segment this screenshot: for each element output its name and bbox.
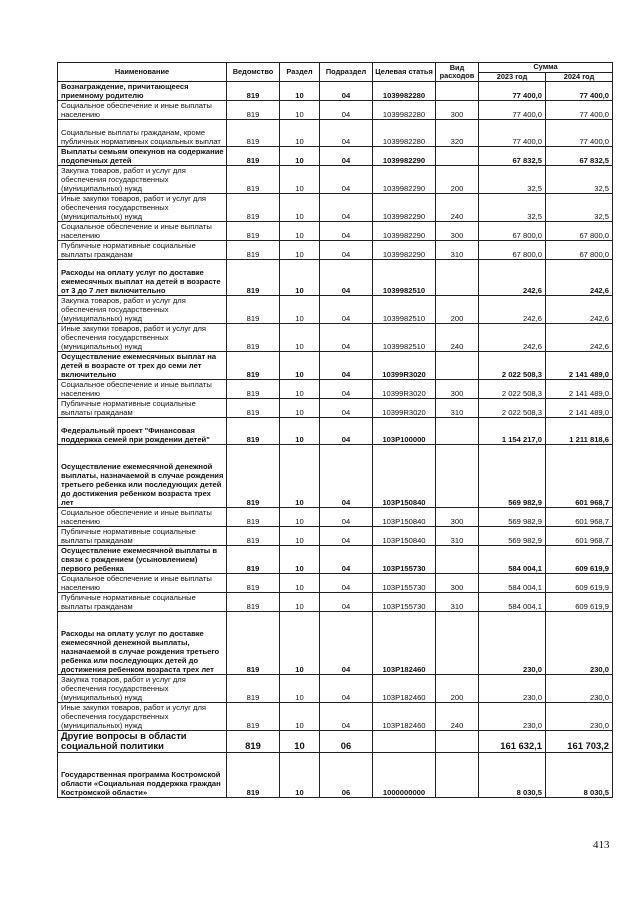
cell-sub: 04	[320, 260, 373, 296]
cell-sec: 10	[280, 574, 320, 593]
table-row	[58, 612, 613, 675]
cell-y1: 8 030,5	[479, 752, 546, 797]
cell-target: 1039982280	[373, 101, 436, 120]
cell-target: 1039982510	[373, 260, 436, 296]
cell-sub: 04	[320, 324, 373, 352]
cell-dept: 819	[227, 593, 280, 612]
cell-target: 103P155730	[373, 593, 436, 612]
table-row	[58, 222, 613, 241]
cell-dept: 819	[227, 194, 280, 222]
cell-target: 10399R3020	[373, 380, 436, 399]
cell-sec: 10	[280, 675, 320, 703]
cell-type: 240	[436, 324, 479, 352]
table-row	[58, 260, 613, 296]
cell-y1: 569 982,9	[479, 527, 546, 546]
cell-sec: 10	[280, 241, 320, 260]
cell-sec: 10	[280, 593, 320, 612]
cell-y1: 584 004,1	[479, 546, 546, 574]
cell-sub: 04	[320, 612, 373, 675]
cell-y2: 242,6	[546, 260, 613, 296]
cell-dept: 819	[227, 445, 280, 508]
cell-name: Иные закупки товаров, работ и услуг для обеспечения государственных (муниципальных) нужд	[58, 324, 227, 352]
cell-type: 300	[436, 380, 479, 399]
cell-y1: 67 800,0	[479, 241, 546, 260]
cell-sec: 10	[280, 82, 320, 101]
cell-dept: 819	[227, 612, 280, 675]
cell-type: 240	[436, 194, 479, 222]
cell-sec: 10	[280, 703, 320, 731]
cell-y1: 569 982,9	[479, 508, 546, 527]
cell-sub: 04	[320, 120, 373, 147]
col-header-name: Наименование	[58, 63, 227, 82]
cell-y2: 32,5	[546, 166, 613, 194]
col-header-section: Раздел	[280, 63, 320, 82]
cell-type: 300	[436, 508, 479, 527]
cell-target: 1039982290	[373, 241, 436, 260]
cell-sec: 10	[280, 260, 320, 296]
cell-sub: 04	[320, 352, 373, 380]
table-row	[58, 120, 613, 147]
cell-sec: 10	[280, 194, 320, 222]
cell-type	[436, 731, 479, 753]
cell-y1: 242,6	[479, 260, 546, 296]
cell-y2: 230,0	[546, 703, 613, 731]
cell-y2: 230,0	[546, 675, 613, 703]
table-row	[58, 147, 613, 166]
col-header-amount: Сумма	[479, 63, 613, 73]
table-row	[58, 546, 613, 574]
cell-sub: 04	[320, 508, 373, 527]
cell-y2: 242,6	[546, 324, 613, 352]
cell-name: Иные закупки товаров, работ и услуг для обеспечения государственных (муниципальных) нужд	[58, 703, 227, 731]
cell-target: 103P100000	[373, 418, 436, 445]
table-row	[58, 166, 613, 194]
table-row	[58, 731, 613, 753]
cell-y2: 601 968,7	[546, 508, 613, 527]
cell-sub: 04	[320, 296, 373, 324]
cell-y1: 32,5	[479, 194, 546, 222]
page-number: 413	[593, 839, 610, 851]
cell-name: Закупка товаров, работ и услуг для обеспечения государственных (муниципальных) нужд	[58, 675, 227, 703]
cell-sub: 04	[320, 418, 373, 445]
cell-target	[373, 731, 436, 753]
cell-target: 1039982280	[373, 82, 436, 101]
cell-type: 310	[436, 241, 479, 260]
cell-sub: 04	[320, 82, 373, 101]
cell-y1: 230,0	[479, 612, 546, 675]
cell-sec: 10	[280, 296, 320, 324]
cell-sub: 04	[320, 675, 373, 703]
cell-y1: 569 982,9	[479, 445, 546, 508]
cell-dept: 819	[227, 508, 280, 527]
cell-dept: 819	[227, 166, 280, 194]
cell-dept: 819	[227, 260, 280, 296]
cell-sec: 10	[280, 120, 320, 147]
cell-sec: 10	[280, 101, 320, 120]
cell-y1: 242,6	[479, 296, 546, 324]
cell-sec: 10	[280, 612, 320, 675]
col-header-year-2024: 2024 год	[546, 72, 613, 82]
table-row	[58, 241, 613, 260]
cell-y1: 584 004,1	[479, 574, 546, 593]
cell-sec: 10	[280, 418, 320, 445]
col-header-expense-type: Вид расходов	[436, 63, 479, 82]
cell-name: Социальное обеспечение и иные выплаты населению	[58, 101, 227, 120]
table-body	[58, 82, 613, 798]
cell-y2: 67 832,5	[546, 147, 613, 166]
cell-name: Социальное обеспечение и иные выплаты населению	[58, 380, 227, 399]
table-row	[58, 101, 613, 120]
cell-y1: 67 832,5	[479, 147, 546, 166]
table-row	[58, 508, 613, 527]
cell-sec: 10	[280, 352, 320, 380]
table-row	[58, 527, 613, 546]
cell-sec: 10	[280, 147, 320, 166]
cell-name: Расходы на оплату услуг по доставке ежемесячных выплат на детей в возрасте от 3 до 7 лет включительно	[58, 260, 227, 296]
cell-name: Вознаграждение, причитающееся приемному родителю	[58, 82, 227, 101]
table-row	[58, 752, 613, 797]
cell-dept: 819	[227, 399, 280, 418]
cell-type: 200	[436, 675, 479, 703]
cell-y1: 230,0	[479, 703, 546, 731]
cell-dept: 819	[227, 82, 280, 101]
cell-y1: 230,0	[479, 675, 546, 703]
cell-sec: 10	[280, 731, 320, 753]
cell-type	[436, 752, 479, 797]
budget-table	[57, 62, 613, 798]
cell-sub: 04	[320, 166, 373, 194]
cell-sec: 10	[280, 752, 320, 797]
cell-sec: 10	[280, 546, 320, 574]
cell-name: Другие вопросы в области социальной политики	[58, 731, 227, 753]
cell-target: 103P150840	[373, 527, 436, 546]
cell-y2: 601 968,7	[546, 527, 613, 546]
cell-y1: 77 400,0	[479, 101, 546, 120]
cell-dept: 819	[227, 574, 280, 593]
cell-name: Осуществление ежемесячной выплаты в связи с рождением (усыновлением) первого ребенка	[58, 546, 227, 574]
cell-target: 1000000000	[373, 752, 436, 797]
cell-dept: 819	[227, 147, 280, 166]
cell-dept: 819	[227, 324, 280, 352]
cell-dept: 819	[227, 296, 280, 324]
cell-target: 103P155730	[373, 546, 436, 574]
cell-dept: 819	[227, 352, 280, 380]
cell-name: Публичные нормативные социальные выплаты гражданам	[58, 399, 227, 418]
cell-y2: 8 030,5	[546, 752, 613, 797]
cell-y2: 2 141 489,0	[546, 380, 613, 399]
cell-sub: 04	[320, 399, 373, 418]
table-row	[58, 593, 613, 612]
cell-y1: 161 632,1	[479, 731, 546, 753]
cell-y2: 161 703,2	[546, 731, 613, 753]
cell-name: Публичные нормативные социальные выплаты гражданам	[58, 593, 227, 612]
cell-sec: 10	[280, 222, 320, 241]
cell-dept: 819	[227, 546, 280, 574]
cell-target: 103P182460	[373, 703, 436, 731]
cell-dept: 819	[227, 527, 280, 546]
cell-type: 200	[436, 166, 479, 194]
col-header-subsection: Подраздел	[320, 63, 373, 82]
cell-sec: 10	[280, 445, 320, 508]
cell-sec: 10	[280, 508, 320, 527]
cell-y2: 609 619,9	[546, 574, 613, 593]
cell-sub: 04	[320, 593, 373, 612]
cell-y1: 584 004,1	[479, 593, 546, 612]
cell-y2: 230,0	[546, 612, 613, 675]
table-row	[58, 352, 613, 380]
cell-target: 103P155730	[373, 574, 436, 593]
table-row	[58, 418, 613, 445]
cell-target: 1039982290	[373, 166, 436, 194]
cell-y2: 77 400,0	[546, 101, 613, 120]
cell-dept: 819	[227, 222, 280, 241]
cell-sec: 10	[280, 527, 320, 546]
cell-name: Закупка товаров, работ и услуг для обеспечения государственных (муниципальных) нужд	[58, 166, 227, 194]
table-row	[58, 445, 613, 508]
cell-y1: 77 400,0	[479, 120, 546, 147]
table-row	[58, 380, 613, 399]
cell-y1: 242,6	[479, 324, 546, 352]
cell-target: 103P182460	[373, 612, 436, 675]
cell-type: 240	[436, 703, 479, 731]
cell-y2: 242,6	[546, 296, 613, 324]
cell-name: Осуществление ежемесячной денежной выплаты, назначаемой в случае рождения третьего ребенка или последующих детей до достижения ребенком возраста трех лет	[58, 445, 227, 508]
cell-target: 1039982290	[373, 147, 436, 166]
table-row	[58, 324, 613, 352]
cell-sub: 04	[320, 147, 373, 166]
cell-sub: 04	[320, 241, 373, 260]
cell-y2: 77 400,0	[546, 82, 613, 101]
cell-dept: 819	[227, 120, 280, 147]
col-header-target-item: Целевая статья	[373, 63, 436, 82]
cell-type: 320	[436, 120, 479, 147]
cell-sec: 10	[280, 399, 320, 418]
cell-y1: 77 400,0	[479, 82, 546, 101]
cell-y2: 601 968,7	[546, 445, 613, 508]
cell-target: 103P150840	[373, 508, 436, 527]
cell-target: 10399R3020	[373, 399, 436, 418]
cell-y1: 67 800,0	[479, 222, 546, 241]
cell-y2: 77 400,0	[546, 120, 613, 147]
table-row	[58, 82, 613, 101]
cell-sub: 04	[320, 574, 373, 593]
cell-y2: 1 211 818,6	[546, 418, 613, 445]
cell-sub: 04	[320, 101, 373, 120]
cell-y1: 2 022 508,3	[479, 352, 546, 380]
cell-sub: 04	[320, 703, 373, 731]
cell-type: 300	[436, 574, 479, 593]
cell-target: 103P182460	[373, 675, 436, 703]
cell-name: Социальное обеспечение и иные выплаты населению	[58, 574, 227, 593]
cell-name: Социальные выплаты гражданам, кроме публичных нормативных социальных выплат	[58, 120, 227, 147]
cell-target: 1039982280	[373, 120, 436, 147]
cell-dept: 819	[227, 675, 280, 703]
cell-sub: 04	[320, 445, 373, 508]
cell-y2: 67 800,0	[546, 241, 613, 260]
cell-type: 200	[436, 296, 479, 324]
cell-dept: 819	[227, 418, 280, 445]
cell-y1: 1 154 217,0	[479, 418, 546, 445]
cell-type	[436, 546, 479, 574]
cell-type: 310	[436, 399, 479, 418]
cell-type	[436, 445, 479, 508]
cell-target: 1039982510	[373, 324, 436, 352]
cell-y2: 609 619,9	[546, 593, 613, 612]
cell-name: Государственная программа Костромской области «Социальная поддержка граждан Костромской области»	[58, 752, 227, 797]
cell-dept: 819	[227, 101, 280, 120]
cell-dept: 819	[227, 703, 280, 731]
cell-name: Публичные нормативные социальные выплаты гражданам	[58, 241, 227, 260]
cell-y1: 2 022 508,3	[479, 399, 546, 418]
cell-dept: 819	[227, 241, 280, 260]
cell-type: 300	[436, 222, 479, 241]
cell-y2: 32,5	[546, 194, 613, 222]
cell-dept: 819	[227, 731, 280, 753]
table-row	[58, 399, 613, 418]
cell-type	[436, 260, 479, 296]
cell-name: Социальное обеспечение и иные выплаты населению	[58, 508, 227, 527]
cell-y1: 2 022 508,3	[479, 380, 546, 399]
cell-type	[436, 82, 479, 101]
cell-target: 103P150840	[373, 445, 436, 508]
cell-name: Публичные нормативные социальные выплаты гражданам	[58, 527, 227, 546]
col-header-year-2023: 2023 год	[479, 72, 546, 82]
cell-y1: 32,5	[479, 166, 546, 194]
cell-sub: 04	[320, 546, 373, 574]
table-row	[58, 296, 613, 324]
cell-sec: 10	[280, 380, 320, 399]
cell-sec: 10	[280, 324, 320, 352]
cell-target: 1039982510	[373, 296, 436, 324]
cell-name: Осуществление ежемесячных выплат на детей в возрасте от трех до семи лет включительно	[58, 352, 227, 380]
cell-y2: 67 800,0	[546, 222, 613, 241]
cell-y2: 2 141 489,0	[546, 352, 613, 380]
table-row	[58, 703, 613, 731]
cell-dept: 819	[227, 752, 280, 797]
cell-sub: 06	[320, 731, 373, 753]
cell-sub: 04	[320, 222, 373, 241]
cell-name: Закупка товаров, работ и услуг для обеспечения государственных (муниципальных) нужд	[58, 296, 227, 324]
cell-target: 1039982290	[373, 222, 436, 241]
cell-name: Выплаты семьям опекунов на содержание подопечных детей	[58, 147, 227, 166]
cell-type: 310	[436, 593, 479, 612]
cell-name: Федеральный проект "Финансовая поддержка семей при рождении детей"	[58, 418, 227, 445]
cell-name: Иные закупки товаров, работ и услуг для обеспечения государственных (муниципальных) нужд	[58, 194, 227, 222]
cell-target: 1039982290	[373, 194, 436, 222]
cell-sec: 10	[280, 166, 320, 194]
cell-y2: 609 619,9	[546, 546, 613, 574]
cell-sub: 04	[320, 194, 373, 222]
cell-target: 10399R3020	[373, 352, 436, 380]
cell-y2: 2 141 489,0	[546, 399, 613, 418]
table-row	[58, 574, 613, 593]
cell-type	[436, 352, 479, 380]
cell-sub: 04	[320, 527, 373, 546]
cell-sub: 06	[320, 752, 373, 797]
table-row	[58, 675, 613, 703]
cell-type	[436, 418, 479, 445]
cell-type	[436, 612, 479, 675]
cell-type: 300	[436, 101, 479, 120]
cell-sub: 04	[320, 380, 373, 399]
col-header-department: Ведомство	[227, 63, 280, 82]
cell-name: Расходы на оплату услуг по доставке ежемесячной денежной выплаты, назначаемой в случае рождения третьего ребенка или последующих детей до достижения ребенком возраста трех лет	[58, 612, 227, 675]
cell-name: Социальное обеспечение и иные выплаты населению	[58, 222, 227, 241]
cell-type	[436, 147, 479, 166]
table-row	[58, 194, 613, 222]
cell-dept: 819	[227, 380, 280, 399]
cell-type: 310	[436, 527, 479, 546]
